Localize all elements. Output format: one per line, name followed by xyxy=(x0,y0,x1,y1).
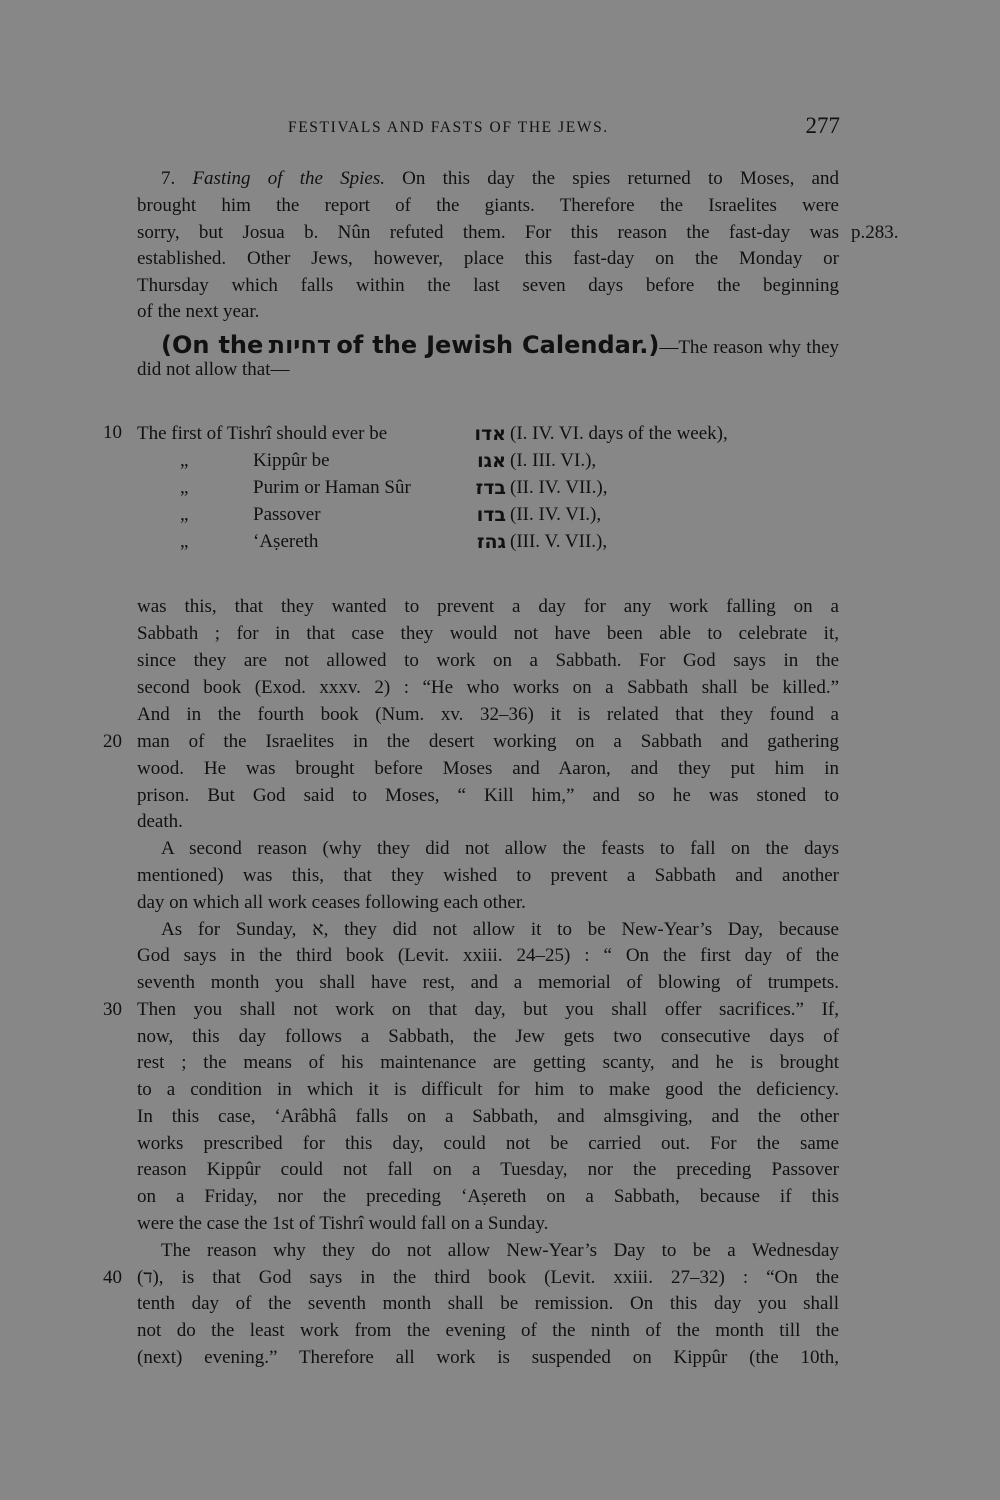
text-line: of the next year. xyxy=(137,301,260,322)
hebrew-days: אגו xyxy=(477,450,506,472)
text-line: established. Other Jews, however, place this fast-day on the Monday or xyxy=(137,248,839,269)
calendar-heading: (On the דחיות of the Jewish Calendar.)—The reason why they xyxy=(161,331,840,359)
text-line: And in the fourth book (Num. xv. 32–36) it is related that they found a xyxy=(137,704,839,725)
running-head: FESTIVALS AND FASTS OF THE JEWS. xyxy=(288,119,609,136)
text-line: works prescribed for this day, could not be carried out. For the same xyxy=(137,1133,839,1154)
text-line: second book (Exod. xxxv. 2) : “He who works on a Sabbath shall be killed.” xyxy=(137,677,839,698)
feast-row: „ ‘Aṣereth גהז (III. V. VII.), xyxy=(180,531,608,553)
text-line: The reason why they do not allow New-Year’s Day to be a Wednesday xyxy=(161,1240,839,1261)
line-number: 30 xyxy=(103,999,122,1020)
text-line: on a Friday, nor the preceding ‘Aṣereth on a Sabbath, because if this xyxy=(137,1186,839,1207)
text-line: A second reason (why they did not allow the feasts to fall on the days xyxy=(161,838,839,859)
text-line: 7. Fasting of the Spies. On this day the spies returned to Moses, and xyxy=(161,168,839,189)
text-line: mentioned) was this, that they wished to prevent a Sabbath and another xyxy=(137,865,839,886)
feast-row: The first of Tishrî should ever be אדו (I. IV. VI. days of the week), xyxy=(137,423,728,445)
text-line: prison. But God said to Moses, “ Kill him,” and so he was stoned to xyxy=(137,785,839,806)
line-number: 10 xyxy=(103,422,122,443)
line-number: 40 xyxy=(103,1267,122,1288)
hebrew-days: בדז xyxy=(475,477,506,499)
text-line: reason Kippûr could not fall on a Tuesday, nor the preceding Passover xyxy=(137,1159,839,1180)
text-line: did not allow that— xyxy=(137,359,290,380)
hebrew-term: דחיות xyxy=(268,331,331,359)
text-line: sorry, but Josua b. Nûn refuted them. For this reason the fast-day was xyxy=(137,222,839,243)
text-line: brought him the report of the giants. Therefore the Israelites were xyxy=(137,195,839,216)
section-title: Fasting of the Spies. xyxy=(192,168,385,189)
text-line: to a condition in which it is difficult for him to make good the deficiency. xyxy=(137,1079,839,1100)
text-line: not do the least work from the evening of the ninth of the month till the xyxy=(137,1320,839,1341)
text-line: man of the Israelites in the desert working on a Sabbath and gathering xyxy=(137,731,839,752)
text-line: Thursday which falls within the last seven days before the beginning xyxy=(137,275,839,296)
text-line: Then you shall not work on that day, but you shall offer sacrifices.” If, xyxy=(137,999,839,1020)
hebrew-days: אדו xyxy=(474,423,506,445)
hebrew-days: גהז xyxy=(476,531,506,553)
text-line: now, this day follows a Sabbath, the Jew gets two consecutive days of xyxy=(137,1026,839,1047)
page-header xyxy=(288,113,840,143)
feast-row: „ Passover בדו (II. IV. VI.), xyxy=(180,504,602,526)
text-line: tenth day of the seventh month shall be remission. On this day you shall xyxy=(137,1293,839,1314)
text-line: rest ; the means of his maintenance are getting scanty, and he is brought xyxy=(137,1052,839,1073)
text-line: wood. He was brought before Moses and Aaron, and they put him in xyxy=(137,758,839,779)
margin-reference: p.283. xyxy=(851,222,899,243)
text-line: As for Sunday, א, they did not allow it to be New-Year’s Day, because xyxy=(161,919,839,940)
feast-row: „ Kippûr be אגו (I. III. VI.), xyxy=(180,450,597,472)
text-line: death. xyxy=(137,811,183,832)
text-line: day on which all work ceases following each other. xyxy=(137,892,526,913)
text-line: (next) evening.” Therefore all work is suspended on Kippûr (the 10th, xyxy=(137,1347,839,1368)
line-number: 20 xyxy=(103,731,122,752)
text-line: since they are not allowed to work on a Sabbath. For God says in the xyxy=(137,650,839,671)
text-line: God says in the third book (Levit. xxiii. 24–25) : “ On the first day of the xyxy=(137,945,839,966)
text-line: was this, that they wanted to prevent a day for any work falling on a xyxy=(137,596,839,617)
text-line: (ד), is that God says in the third book (Levit. xxiii. 27–32) : “On the xyxy=(137,1267,839,1288)
text-line: were the case the 1st of Tishrî would fall on a Sunday. xyxy=(137,1213,549,1234)
text-line: In this case, ‘Arâbhâ falls on a Sabbath, and almsgiving, and the other xyxy=(137,1106,839,1127)
text-line: seventh month you shall have rest, and a memorial of blowing of trumpets. xyxy=(137,972,839,993)
hebrew-days: בדו xyxy=(476,504,506,526)
text-line: Sabbath ; for in that case they would not have been able to celebrate it, xyxy=(137,623,839,644)
page-number: 277 xyxy=(805,113,840,138)
feast-row: „ Purim or Haman Sûr בדז (II. IV. VII.), xyxy=(180,477,608,499)
